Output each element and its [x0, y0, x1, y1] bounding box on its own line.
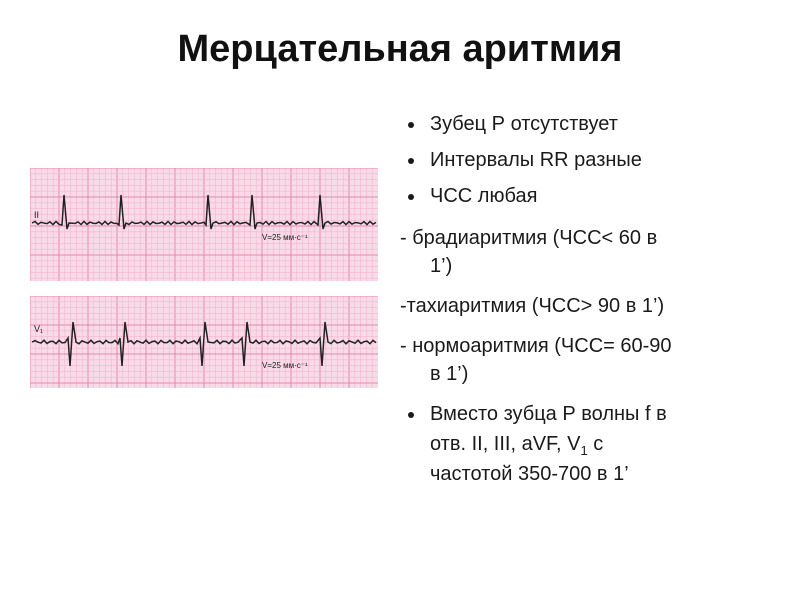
list-subitem: - нормоаритмия (ЧСС= 60-90: [400, 335, 672, 357]
list-subitem-cont: 1’): [430, 255, 453, 277]
speed-label: V=25 мм·с⁻¹: [262, 361, 308, 370]
ecg-lead-v1-graphic: [30, 296, 378, 388]
list-subitem: -тахиаритмия (ЧСС> 90 в 1’): [400, 295, 665, 317]
lead-label-v1: V₁: [34, 324, 44, 334]
list-item: Интервалы RR разные: [430, 149, 642, 171]
list-subitem: - брадиаритмия (ЧСС< 60 в: [400, 227, 658, 249]
speed-label: V=25 мм·с⁻¹: [262, 233, 308, 242]
bullet-icon: [408, 158, 414, 164]
ecg-grid: [30, 168, 378, 281]
lead-label-ii: II: [34, 210, 40, 220]
bullet-icon: [408, 194, 414, 200]
ecg-lead-ii-graphic: [30, 168, 378, 281]
list-subitem-cont: в 1’): [430, 363, 469, 385]
list-item-cont: частотой 350-700 в 1’: [430, 463, 629, 485]
slide-title: Мерцательная аритмия: [177, 28, 623, 70]
lead-list-tail: с: [587, 433, 604, 455]
bullet-icon: [408, 412, 414, 418]
lead-subscript: 1: [580, 443, 588, 458]
list-item: Вместо зубца Р волны f в: [430, 403, 667, 425]
bullet-icon: [408, 122, 414, 128]
list-item: Зубец Р отсутствует: [430, 113, 618, 135]
ecg-strip-lead-v1: [30, 296, 378, 388]
lead-list-text: отв. II, III, aVF, V: [430, 433, 581, 455]
list-item: ЧСС любая: [430, 185, 538, 207]
ecg-strip-lead-ii: [30, 168, 378, 281]
